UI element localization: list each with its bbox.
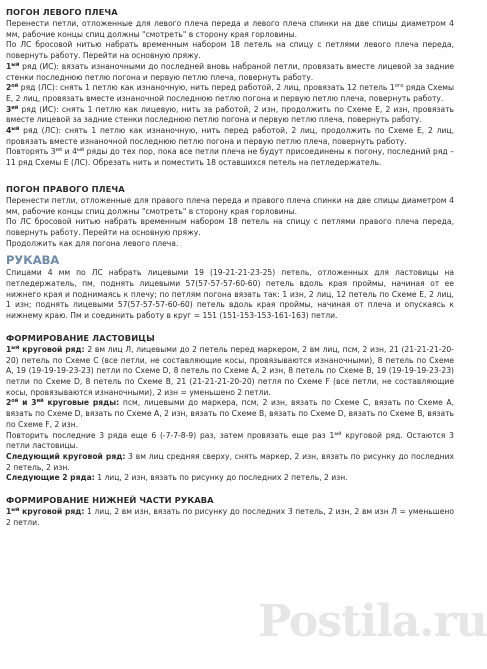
section-title-sleeves: РУКАВА — [6, 253, 60, 268]
section-title-right-strap: ПОГОН ПРАВОГО ПЛЕЧА — [6, 183, 125, 194]
row-instruction: $1^{ый}$ ряд (ИС): вязать изнаночными до последней вновь набраной петли, провязать вместе лицевой за задние стенки последнюю петлю погона и первую петлю плеча, повернуть работу. — [6, 61, 454, 82]
repeat-instruction: Повторять $3^{ий}$ и $4^{ый}$ ряды до тех пор, пока все петли плеча не будут присоединены к погону, последний ряд – 11 ряд Схемы E (ЛС). Обрезать нить и поместить 18 оставшихся петель на петледержатель. — [6, 147, 454, 168]
round-instruction: $2^{ой}$ и $3^{ий}$ круговые ряды: псм, лицевыми до маркера, псм, 2 изн, вязать по Схеме С, вязать по Схеме A, вязать по Схеме D, вязать по Схеме A, 2 изн, вязать по Схеме B, вязать по Схеме D, вязать по Схеме B, вязать по Схеме F, 2 изн. — [6, 398, 454, 429]
paragraph: По ЛС бросовой нитью набрать временным набором 18 петель на спицу с петлями левого плеча переда, повернуть работу. Перейти на основную пряжу. — [6, 40, 454, 61]
round-instruction: $1^{ый}$ круговой ряд: 1 лиц, 2 вм изн, вязать по рисунку до последних 3 петель, 2 изн, 2 вм изн Л = уменьшено 2 петли. — [6, 507, 454, 527]
paragraph: Спицами 4 мм по ЛС набрать лицевыми 19 (19-21-21-23-25) петель, отложенных для ластовицы на петледержатель, пм, поднять лицевыми 57(57-57-57-60-60) петель вдоль края проймы, начиная от ее нижнего края и поднимаясь к плечу; по петлям погона вязать так: 1 изн, 2 лиц, 12 петель по Схеме E, 2 лиц, 1 изн; поднять лицевыми 57(57-57-57-60-60) петель вдоль края проймы, начиная от плеча и опускаясь к нижнему краю. Пм и соединить работу в круг = 151 (151-153-153-161-163) петли. — [6, 268, 454, 321]
round-instruction: Следующий круговой ряд: 3 вм лиц средняя сверху, снять маркер, 2 изн, вязать по рисунку до последних 2 петель, 2 изн. — [6, 451, 454, 472]
round-instruction: $1^{ый}$ круговой ряд: 2 вм лиц Л, лицевыми до 2 петель перед маркером, 2 вм лиц, псм, 2 изн, 21 (21-21-21-20-20) петель по Схеме С (все петли, не составляющие косы, провязываются изнаночными), 8 петель по Схеме А, 19 (19-19-19-23-23) петли по Схеме D, 8 петель по Схеме A, 2 изн, 8 петель по Схеме B, 19 (19-19-19-23-23) петли по Схеме D, 8 петель по Схеме B, 21 (21-21-21-20-20) петля по Схеме F (все петли, не составляющие косы, провязываются изнаночными), 2 изн = уменьшено 2 петли. — [6, 344, 454, 397]
section-title-gusset: ФОРМИРОВАНИЕ ЛАСТОВИЦЫ — [6, 332, 155, 343]
row-instruction: $3^{ий}$ ряд (ИС): снять 1 петлю как лицевую, нить за работой, 2 изн, продолжить по Схеме E, 2 изн, провязать вместе лицевой за задние стенки последнюю петлю погона и первую петлю плеча, повернуть работу. — [6, 104, 454, 125]
row-instruction: $2^{ой}$ ряд (ЛС): снять 1 петлю как изнаночную, нить перед работой, 2 лиц, провязать 12 петель $1^{ого}$ ряда Схемы E, 2 лиц, провязать вместе изнаночной последнюю петлю погона и первую петлю плеча, повернуть работу. — [6, 83, 454, 103]
row-instruction: $4^{ый}$ ряд (ЛС): снять 1 петлю как изнаночную, нить перед работой, 2 лиц, продолжить по Схеме E, 2 лиц, провязать вместе изнаночной последнюю петлю погона и первую петлю плеча, повернуть работу. — [6, 126, 454, 146]
paragraph: Перенести петли, отложенные для левого плеча переда и левого плеча спинки на две спицы диаметром 4 мм, рабочие концы спиц должны "смотреть" в сторону края горловины. — [6, 19, 454, 39]
paragraph: Перенести петли, отложенные для правого плеча переда и правого плеча спинки на две спицы диаметром 4 мм, рабочие концы спиц должны "смотреть" в сторону края горловины. — [6, 195, 454, 216]
paragraph: Продолжить как для погона левого плеча. — [6, 238, 179, 248]
round-instruction: Следующие 2 ряда: 1 лиц, 2 изн, вязать по рисунку до последних 2 петель, 2 изн. — [6, 473, 348, 483]
section-title-lower-sleeve: ФОРМИРОВАНИЕ НИЖНЕЙ ЧАСТИ РУКАВА — [6, 495, 214, 506]
section-title-left-strap: ПОГОН ЛЕВОГО ПЛЕЧА — [6, 7, 118, 17]
watermark-logo: Postila.ru — [258, 596, 487, 647]
paragraph: По ЛС бросовой нитью набрать временным набором 18 петель на спицу с петлями правого плеча переда, повернуть работу. Перейти на основную пряжу. — [6, 217, 454, 237]
repeat-instruction: Повторить последние 3 ряда еще 6 (-7-7-8-9) раз, затем провязать еще раз $1^{ый}$ круговой ряд. Остаются 3 петли ластовицы. — [6, 430, 455, 451]
